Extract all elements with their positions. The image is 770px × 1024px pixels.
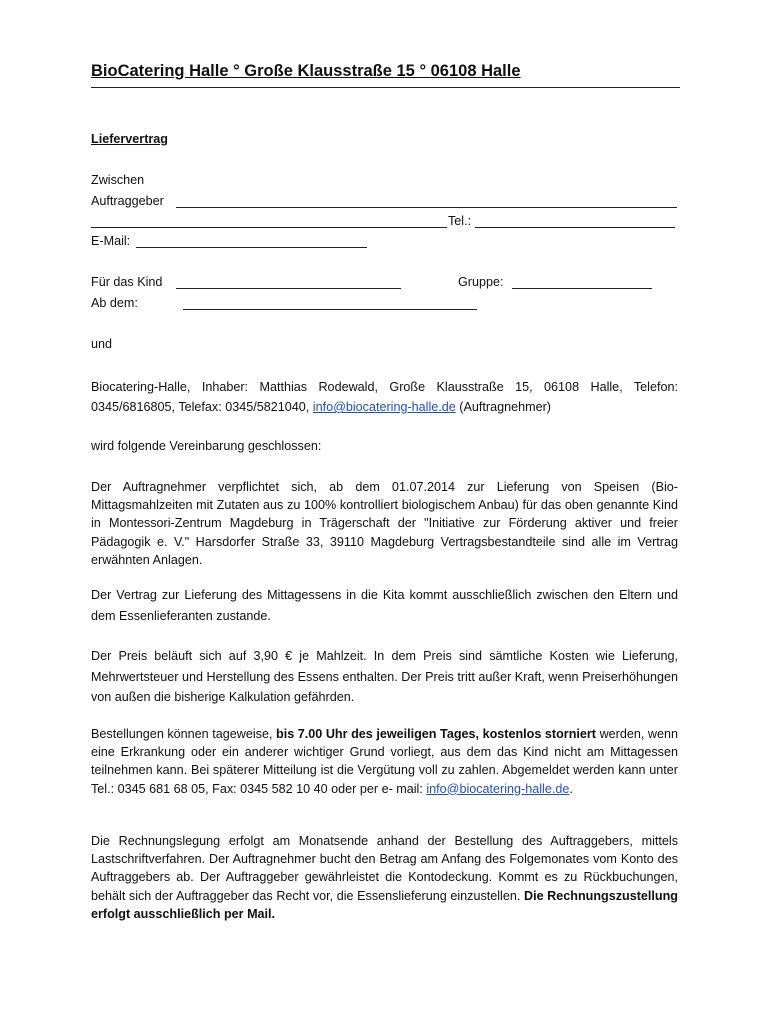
contractor-email-link[interactable]: info@biocatering-halle.de: [312, 400, 456, 414]
tel-label: Tel.:: [448, 214, 472, 228]
paragraph-price: Der Preis beläuft sich auf 3,90 € je Mahlzeit. In dem Preis sind sämtliche Kosten wie Lieferung, Mehrwertsteuer und Herstellung des Essens enthalten. Der Preis tritt außer Kraft, wenn Preiserhöhungen von außen die bisherige Kalkulation gefährden.: [91, 649, 678, 704]
client-field-line[interactable]: [176, 207, 677, 208]
child-field-line[interactable]: [176, 288, 401, 289]
group-label: Gruppe:: [458, 275, 504, 289]
billing-mail-note: Die Rechnungszustellung erfolgt ausschließlich per Mail.: [91, 888, 679, 921]
client-address-line[interactable]: [91, 227, 447, 228]
from-field-line[interactable]: [183, 309, 477, 310]
cancellation-end: .: [569, 781, 573, 796]
cancellation-email-link[interactable]: info@biocatering-halle.de: [426, 781, 570, 796]
paragraph-billing: [91, 832, 678, 923]
contractor-text: Biocatering-Halle, Inhaber: Matthias Rodewald, Große Klausstraße 15, 06108 Halle, Telefon: 0345/6816805, Telefax: 0345/5821040,: [91, 380, 678, 414]
paragraph-delivery: Der Auftragnehmer verpflichtet sich, ab dem 01.07.2014 zur Lieferung von Speisen (Bio-Mittagsmahlzeiten mit Zutaten aus zu 100% kontrolliert biologischem Anbau) für das oben genannte Kind in Montessori-Zentrum Magdeburg in Trägerschaft der "Initiative zur Förderung aktiver und freier Pädagogik e. V." Harsdorfer Straße 33, 39110 Magdeburg Vertragsbestandteile sind alle im Vertrag erwähnten Anlagen.: [91, 480, 678, 567]
paragraph-cancellation: [91, 725, 678, 798]
contractor-role: (Auftragnehmer): [459, 400, 551, 414]
contractor-paragraph: [91, 377, 678, 417]
billing-text: Die Rechnungslegung erfolgt am Monatsende anhand der Bestellung des Auftraggebers, mittels Lastschriftverfahren. Der Auftragnehmer bucht den Betrag am Anfang des Folgemonates vom Konto des Auftraggebers ab. Der Auftraggeber gewährleistet die Kontodeckung. Kommt es zu Rückbuchungen, behält sich der Auftraggeber das Recht vor, die Essenslieferung einzustellen.: [91, 834, 678, 903]
from-label: Ab dem:: [91, 296, 138, 310]
cancellation-text-b: werden, wenn eine Erkrankung oder ein anderer wichtiger Grund vorliegt, aus dem das Kind nicht am Mittagessen teilnehmen kann. Bei späterer Mitteilung ist die Vergütung voll zu zahlen. Abgemeldet werden kann unter Tel.: 0345 681 68 05, Fax: 0345 582 10 40 oder per e- mail:: [91, 727, 679, 796]
group-field-line[interactable]: [512, 288, 652, 289]
cancellation-text-a: Bestellungen können tageweise,: [91, 727, 273, 741]
cancellation-deadline: bis 7.00 Uhr des jeweiligen Tages, kostenlos storniert: [276, 727, 596, 741]
paragraph-contract-parties: Der Vertrag zur Lieferung des Mittagessens in die Kita kommt ausschließlich zwischen den Eltern und dem Essenlieferanten zustande.: [91, 588, 678, 623]
letterhead: BioCatering Halle ° Große Klausstraße 15 ° 06108 Halle: [91, 62, 680, 88]
email-label: E-Mail:: [91, 234, 131, 248]
and-label: und: [91, 337, 113, 351]
child-label: Für das Kind: [91, 275, 163, 289]
contract-title: Liefervertrag: [91, 132, 168, 146]
client-label: Auftraggeber: [91, 194, 164, 208]
agreement-intro: wird folgende Vereinbarung geschlossen:: [91, 439, 322, 453]
between-label: Zwischen: [91, 173, 145, 187]
tel-field-line[interactable]: [475, 227, 675, 228]
email-field-line[interactable]: [136, 247, 367, 248]
